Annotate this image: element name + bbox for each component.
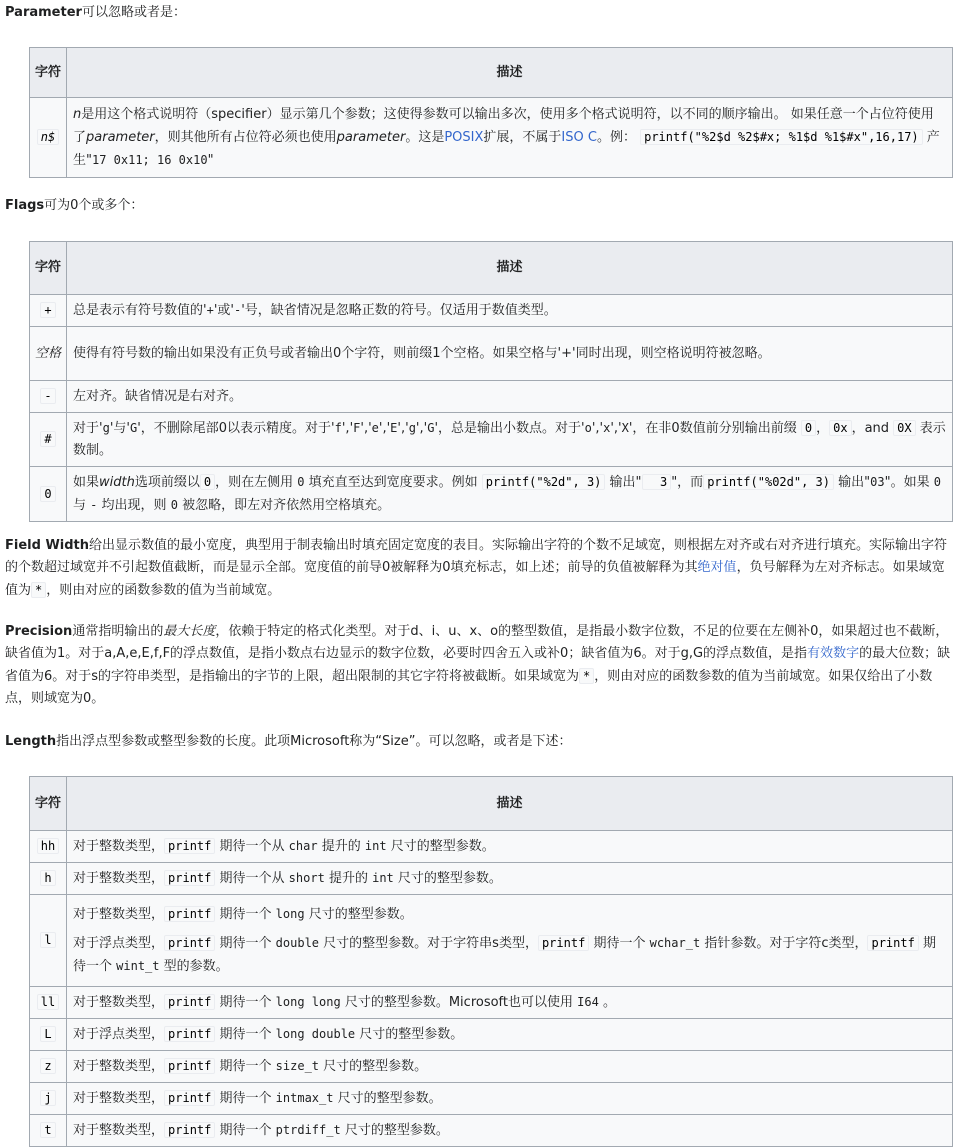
table-row: j 对于整数类型， printf 期待一个 intmax_t 尺寸的整型参数。 [30,1083,953,1115]
table-header-row [30,48,953,98]
significant-figures-link[interactable]: 有效数字 [807,646,860,661]
length-table [29,776,953,1147]
header-char: 字符 [30,242,67,295]
flags-intro: Flags可为0个或多个： [5,198,144,213]
flags-heading: Flags [5,198,45,213]
table-row: z 对于整数类型， printf 期待一个 size_t 尺寸的整型参数。 [30,1051,953,1083]
table-row: + 总是表示有符号数值的'+'或'-'号，缺省情况是忽略正数的符号。仅适用于数值类型。 [30,295,953,327]
header-desc: 描述 [67,777,953,831]
length-heading: Length [5,734,57,749]
parameter-intro: Parameter可以忽略或者是： [5,5,186,20]
precision-heading: Precision [5,624,73,639]
char-cell: n$ [30,98,67,178]
table-header-row [30,777,953,831]
header-desc: 描述 [67,242,953,295]
iso-c-link[interactable]: ISO C [561,129,597,145]
parameter-heading: Parameter [5,5,82,20]
header-desc: 描述 [67,48,953,98]
table-row: - 左对齐。缺省情况是右对齐。 [30,381,953,413]
flags-table [29,241,953,522]
desc-cell: n是用这个格式说明符（specifier）显示第几个参数；这使得参数可以输出多次，使用多个格式说明符，以不同的顺序输出。 如果任意一个占位符使用了parameter，则其他所有占位符必须也使用parameter。这是POSIX扩展，不属于ISO C。例： printf("%2$d %2$#x; %1$d %1$#x",16,17) 产生"17 0x11; 16 0x10" [67,98,953,178]
parameter-table [29,47,953,178]
table-row [30,98,953,178]
precision-paragraph: Precision通常指明输出的最大长度，依赖于特定的格式化类型。对于d、i、u、x、o的整型数值，是指最小数字位数，不足的位要在左侧补0，如果超过也不截断，缺省值为1。对于a,A,e,E,f,F的浮点数值，是指小数点右边显示的数字位数，必要时四舍五入或补0；缺省值为6。对于g,G的浮点数值，是指有效数字的最大位数；缺省值为6。对于s的字符串类型，是指输出的字节的上限，超出限制的其它字符将被截断。如果域宽为 * ，则由对应的函数参数的值为当前域宽。如果仅给出了小数点，则域宽为0。 [5,624,951,706]
field-width-paragraph: Field Width给出显示数值的最小宽度，典型用于制表输出时填充固定宽度的表目。实际输出字符的个数不足域宽，则根据左对齐或右对齐进行填充。实际输出字符的个数超过域宽并不引起数值截断，而是显示全部。宽度值的前导0被解释为0填充标志，如上述；前导的负值被解释为其绝对值，负号解释为左对齐标志。如果域宽值为 * ，则由对应的函数参数的值为当前域宽。 [5,538,948,598]
table-header-row [30,242,953,295]
table-row: hh 对于整数类型， printf 期待一个从 char 提升的 int 尺寸的整型参数。 [30,831,953,863]
table-row: 空格 使得有符号数的输出如果没有正负号或者输出0个字符，则前缀1个空格。如果空格与'+'同时出现，则空格说明符被忽略。 [30,327,953,381]
header-char: 字符 [30,777,67,831]
field-width-heading: Field Width [5,538,90,553]
table-row: h 对于整数类型， printf 期待一个从 short 提升的 int 尺寸的整型参数。 [30,863,953,895]
header-char: 字符 [30,48,67,98]
table-row: 0 如果width选项前缀以 0 ，则在左侧用 0 填充直至达到宽度要求。例如 printf("%2d", 3) 输出" 3 "，而 printf("%02d", 3) 输出"03"。如果 0 与 - 均出现，则 0 被忽略，即左对齐依然用空格填充。 [30,467,953,522]
table-row: ll 对于整数类型， printf 期待一个 long long 尺寸的整型参数。Microsoft也可以使用 I64 。 [30,987,953,1019]
absolute-value-link[interactable]: 绝对值 [697,560,737,575]
table-row: # 对于'g'与'G'，不删除尾部0以表示精度。对于'f','F','e','E','g','G'，总是输出小数点。对于'o','x','X'，在非0数值前分别输出前缀 0 ， 0x ，and 0X 表示数制。 [30,413,953,467]
table-row: l 对于整数类型， printf 期待一个 long 尺寸的整型参数。 对于浮点类型， printf 期待一个 double 尺寸的整型参数。对于字符串s类型， printf 期待一个 wchar_t 指针参数。对于字符c类型， printf 期待一个 wint_t 型的参数。 [30,895,953,987]
table-row: t 对于整数类型， printf 期待一个 ptrdiff_t 尺寸的整型参数。 [30,1115,953,1147]
length-intro: Length指出浮点型参数或整型参数的长度。此项Microsoft称为“Size”。可以忽略，或者是下述： [5,734,572,749]
posix-link[interactable]: POSIX [444,129,484,145]
table-row: L 对于浮点类型， printf 期待一个 long double 尺寸的整型参数。 [30,1019,953,1051]
